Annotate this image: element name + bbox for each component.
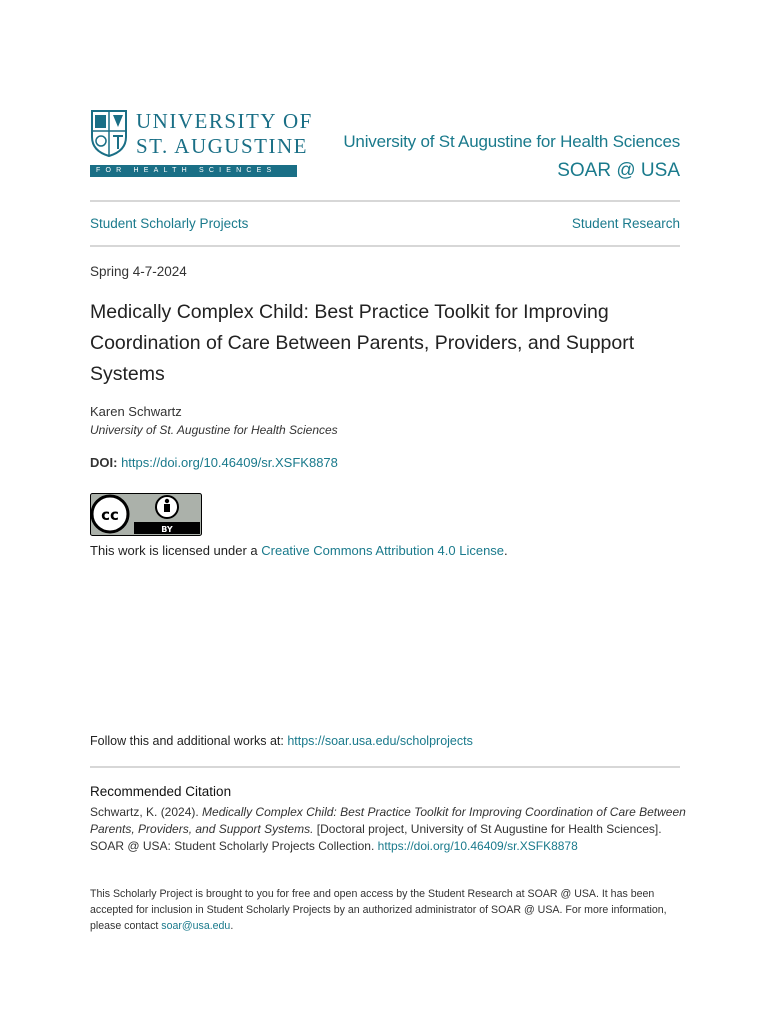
cc-badge-label: BY bbox=[161, 525, 173, 534]
author-affiliation: University of St. Augustine for Health Sciences bbox=[90, 423, 338, 437]
university-logo bbox=[90, 107, 313, 179]
footer-text: This Scholarly Project is brought to you for free and open access by the Student Research at SOAR @ USA. It has been accepted for inclusion in Student Scholarly Projects by an authorized administrator of SOAR @ USA. For more information, please contact bbox=[90, 888, 667, 932]
collection-link-student-research[interactable]: Student Research bbox=[571, 216, 680, 231]
creative-commons-icon bbox=[90, 493, 202, 536]
citation-authors: Schwartz, K. (2024). bbox=[90, 805, 203, 819]
license-prefix: This work is licensed under a bbox=[90, 543, 262, 558]
citation-body bbox=[90, 804, 686, 855]
follow-prefix: Follow this and additional works at: bbox=[90, 734, 288, 748]
follow-link[interactable]: https://soar.usa.edu/scholprojects bbox=[287, 734, 473, 748]
divider bbox=[90, 200, 680, 202]
citation-rest: [Doctoral project, University of St Augustine for Health Sciences]. SOAR @ USA: Student Scholarly Projects Collection. bbox=[90, 822, 662, 853]
repository-link[interactable]: SOAR @ USA bbox=[557, 160, 680, 181]
doi-link[interactable]: https://doi.org/10.46409/sr.XSFK8878 bbox=[121, 455, 338, 470]
divider bbox=[90, 245, 680, 247]
follow-line bbox=[90, 734, 473, 748]
license-statement bbox=[90, 543, 508, 558]
doi-label: DOI: bbox=[90, 455, 118, 470]
logo-wordmark-line2: ST. AUGUSTINE bbox=[136, 134, 308, 158]
license-link[interactable]: Creative Commons Attribution 4.0 License bbox=[261, 543, 505, 558]
article-title: Medically Complex Child: Best Practice Toolkit for Improving Coordination of Care Between Parents, Providers, and Support Systems bbox=[90, 301, 635, 385]
institution-link[interactable]: University of St Augustine for Health Sciences bbox=[343, 132, 680, 151]
footer-suffix: . bbox=[230, 920, 234, 932]
contact-email-link[interactable]: soar@usa.edu bbox=[161, 920, 231, 932]
citation-title: Medically Complex Child: Best Practice Toolkit for Improving Coordination of Care Between Parents, Providers, and Support Systems. bbox=[90, 805, 686, 836]
cc-by-badge[interactable] bbox=[90, 493, 202, 536]
logo-tagline-bar: FOR HEALTH SCIENCES bbox=[90, 165, 297, 177]
university-crest-icon bbox=[90, 109, 128, 157]
footer-notice bbox=[90, 886, 686, 934]
collection-link-scholarly-projects[interactable]: Student Scholarly Projects bbox=[90, 216, 249, 231]
doi-line bbox=[90, 455, 338, 470]
license-suffix: . bbox=[504, 543, 508, 558]
svg-text:cc: cc bbox=[101, 506, 119, 524]
citation-doi-link[interactable]: https://doi.org/10.46409/sr.XSFK8878 bbox=[377, 839, 578, 853]
logo-wordmark-line1: UNIVERSITY OF bbox=[136, 109, 313, 133]
divider bbox=[90, 766, 680, 768]
author-name: Karen Schwartz bbox=[90, 404, 182, 419]
citation-heading: Recommended Citation bbox=[90, 784, 232, 799]
publication-date: Spring 4-7-2024 bbox=[90, 264, 187, 279]
